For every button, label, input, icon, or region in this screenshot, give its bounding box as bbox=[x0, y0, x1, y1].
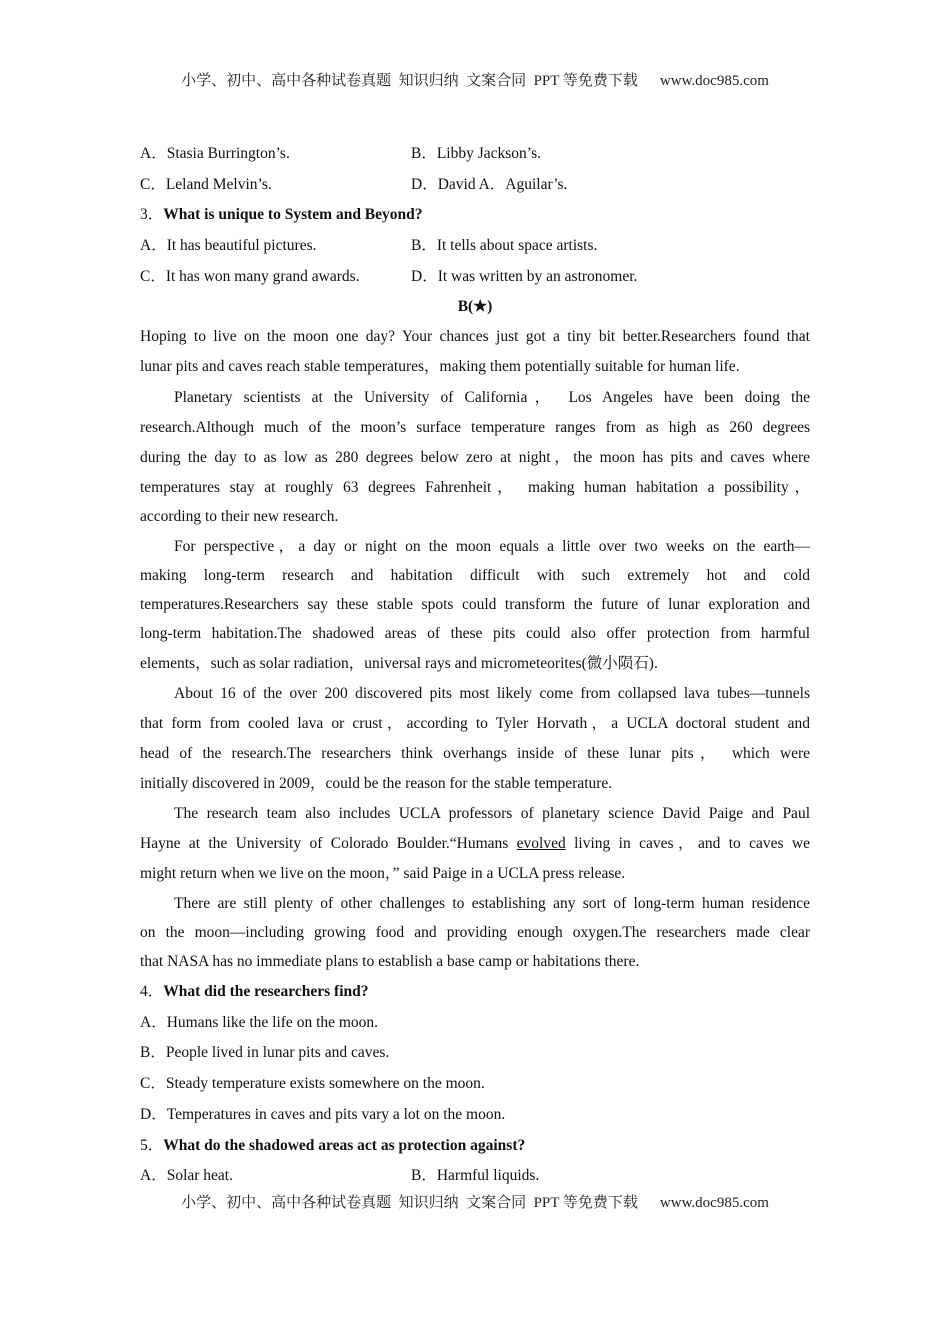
header-text: 小学、初中、高中各种试卷真题 知识归纳 文案合同 PPT 等免费下载 bbox=[181, 73, 638, 89]
q2-option-b: B．Libby Jackson’s. bbox=[411, 145, 542, 162]
q3-number: 3． bbox=[140, 206, 164, 223]
question-3 bbox=[140, 205, 423, 225]
page-header bbox=[0, 69, 950, 90]
passage-p6-line1: There are still plenty of other challenges to establishing any sort of long-term human residence bbox=[174, 895, 810, 912]
passage-p5-line3: might return when we live on the moon，” said Paige in a UCLA press release. bbox=[140, 865, 626, 882]
passage-p6-line2: on the moon—including growing food and providing enough oxygen.The researchers made clear bbox=[140, 924, 810, 941]
passage-p4-line1: About 16 of the over 200 discovered pits most likely come from collapsed lava tubes—tunnels bbox=[174, 685, 810, 702]
passage-p6-line3: that NASA has no immediate plans to establish a base camp or habitations there. bbox=[140, 953, 640, 970]
footer-text: 小学、初中、高中各种试卷真题 知识归纳 文案合同 PPT 等免费下载 bbox=[181, 1195, 638, 1211]
question-4 bbox=[140, 982, 369, 1002]
passage-p3-line1: For perspective，a day or night on the moon equals a little over two weeks on the earth— bbox=[174, 538, 810, 555]
passage-p5-line1: The research team also includes UCLA professors of planetary science David Paige and Paul bbox=[174, 805, 810, 822]
q4-option-a: A．Humans like the life on the moon. bbox=[140, 1014, 379, 1031]
q2-option-c: C．Leland Melvin’s. bbox=[140, 176, 272, 193]
q3-option-d: D．It was written by an astronomer. bbox=[411, 268, 638, 285]
q5-option-a: A．Solar heat. bbox=[140, 1167, 233, 1184]
passage-p4-line2: that form from cooled lava or crust，according to Tyler Horvath，a UCLA doctoral student and bbox=[140, 715, 810, 732]
passage-p2-line3: during the day to as low as 280 degrees below zero at night，the moon has pits and caves where bbox=[140, 449, 810, 466]
q4-option-d: D．Temperatures in caves and pits vary a lot on the moon. bbox=[140, 1106, 506, 1123]
q3-text: What is unique to System and Beyond? bbox=[163, 206, 423, 223]
header-url: www.doc985.com bbox=[659, 73, 769, 89]
passage-p4-line3: head of the research.The researchers think overhangs inside of these lunar pits， which were bbox=[140, 745, 810, 762]
section-title: B(★) bbox=[457, 298, 493, 315]
q5-number: 5． bbox=[140, 1137, 164, 1154]
q2-option-d: D．David A．Aguilar’s. bbox=[411, 176, 568, 193]
passage-p3-line2: making long-term research and habitation difficult with such extremely hot and cold bbox=[140, 567, 810, 584]
q3-option-a: A．It has beautiful pictures. bbox=[140, 237, 317, 254]
p5-line2-post: living in caves，and to caves we bbox=[565, 835, 811, 852]
passage-p1-line1: Hoping to live on the moon one day? Your chances just got a tiny bit better.Researchers found that bbox=[140, 328, 810, 345]
passage-p1-line2: lunar pits and caves reach stable temperatures，making them potentially suitable for human life. bbox=[140, 358, 740, 375]
passage-p2-line5: according to their new research. bbox=[140, 508, 339, 525]
passage-p3-line5: elements，such as solar radiation，universal rays and micrometeorites(微小陨石). bbox=[140, 655, 658, 672]
p5-line2-pre: Hayne at the University of Colorado Boulder.“Humans bbox=[140, 835, 517, 852]
q3-option-b: B．It tells about space artists. bbox=[411, 237, 598, 254]
q4-number: 4． bbox=[140, 983, 164, 1000]
passage-p5-line2 bbox=[140, 834, 810, 854]
passage-p2-line4: temperatures stay at roughly 63 degrees Fahrenheit， making human habitation a possibility， bbox=[140, 479, 810, 496]
q4-text: What did the researchers find? bbox=[163, 983, 369, 1000]
question-5 bbox=[140, 1136, 525, 1156]
passage-p3-line3: temperatures.Researchers say these stable spots could transform the future of lunar exploration and bbox=[140, 596, 810, 613]
q5-text: What do the shadowed areas act as protection against? bbox=[163, 1137, 526, 1154]
underlined-word-evolved: evolved bbox=[516, 835, 566, 852]
q4-option-c: C．Steady temperature exists somewhere on the moon. bbox=[140, 1075, 485, 1092]
q5-option-b: B．Harmful liquids. bbox=[411, 1167, 540, 1184]
q3-option-c: C．It has won many grand awards. bbox=[140, 268, 360, 285]
page-footer bbox=[0, 1191, 950, 1212]
q4-option-b: B．People lived in lunar pits and caves. bbox=[140, 1044, 390, 1061]
q2-option-a: A．Stasia Burrington’s. bbox=[140, 145, 290, 162]
passage-p2-line2: research.Although much of the moon’s surface temperature ranges from as high as 260 degrees bbox=[140, 419, 810, 436]
passage-p4-line4: initially discovered in 2009，could be the reason for the stable temperature. bbox=[140, 775, 613, 792]
passage-p2-line1: Planetary scientists at the University of California， Los Angeles have been doing the bbox=[174, 389, 810, 406]
footer-url: www.doc985.com bbox=[659, 1195, 769, 1211]
passage-p3-line4: long-term habitation.The shadowed areas of these pits could also offer protection from harmful bbox=[140, 625, 810, 642]
